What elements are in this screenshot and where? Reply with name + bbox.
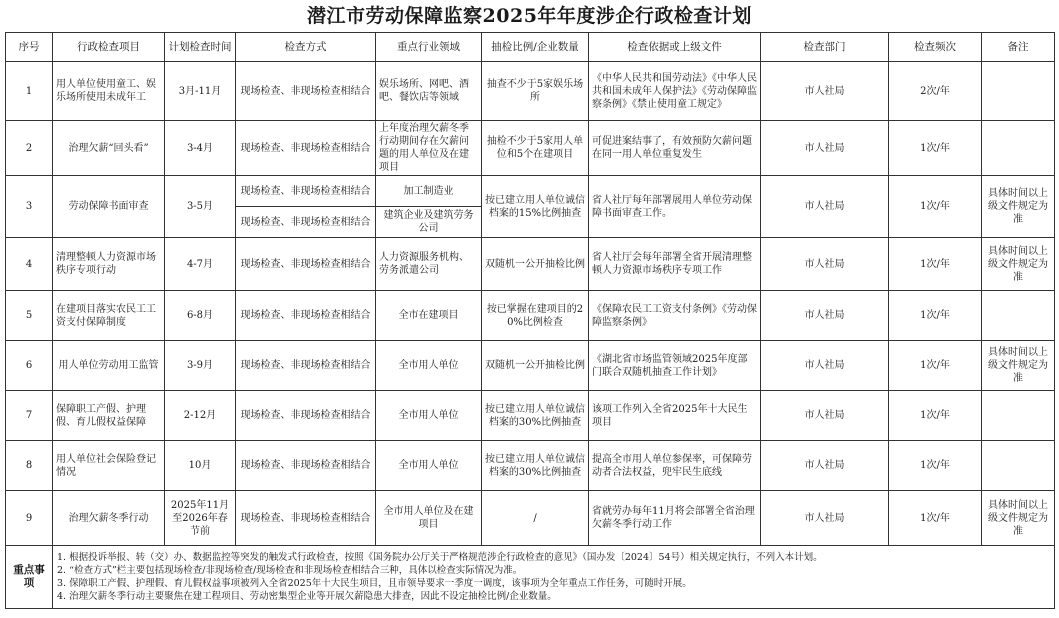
cell-freq: 1次/年	[889, 238, 982, 291]
cell-ratio: 双随机一公开抽检比例	[482, 341, 589, 391]
cell-freq: 1次/年	[889, 491, 982, 546]
cell-item: 用人单位使用童工、娱乐场所使用未成年工	[53, 62, 165, 121]
cell-time: 10月	[165, 441, 236, 491]
cell-dept: 市人社局	[761, 238, 889, 291]
header-no: 序号	[6, 33, 53, 62]
table-row	[6, 441, 1055, 491]
table-row	[6, 238, 1055, 291]
table-row	[6, 341, 1055, 391]
cell-no: 2	[6, 121, 53, 176]
header-dept: 检查部门	[761, 33, 889, 62]
cell-field: 全市用人单位及在建项目	[376, 491, 482, 546]
header-field: 重点行业领域	[376, 33, 482, 62]
cell-ratio: /	[482, 491, 589, 546]
cell-method: 现场检查、非现场检查相结合	[236, 176, 376, 207]
cell-basis: 《湖北省市场监管领域2025年度部门联合双随机抽查工作计划》	[589, 341, 761, 391]
table-row	[6, 291, 1055, 341]
cell-field: 娱乐场所、网吧、酒吧、餐饮店等领域	[376, 62, 482, 121]
table-row	[6, 62, 1055, 121]
cell-note: 具体时间以上级文件规定为准	[982, 491, 1055, 546]
cell-freq: 1次/年	[889, 121, 982, 176]
table-row	[6, 121, 1055, 176]
cell-freq: 1次/年	[889, 341, 982, 391]
cell-basis: 省就劳办每年11月将会部署全省治理欠薪冬季行动工作	[589, 491, 761, 546]
cell-dept: 市人社局	[761, 62, 889, 121]
cell-dept: 市人社局	[761, 391, 889, 441]
cell-item: 用人单位社会保险登记情况	[53, 441, 165, 491]
cell-note: 具体时间以上级文件规定为准	[982, 176, 1055, 238]
header-item: 行政检查项目	[53, 33, 165, 62]
note-line: 4. 治理欠薪冬季行动主要聚焦在建工程项目、劳动密集型企业等开展欠薪隐患大排查，因此不设定抽检比例/企业数量。	[57, 591, 557, 602]
header-time: 计划检查时间	[165, 33, 236, 62]
inspection-plan-table	[5, 32, 1055, 609]
cell-item: 保障职工产假、护理假、育儿假权益保障	[53, 391, 165, 441]
cell-field: 全市在建项目	[376, 291, 482, 341]
cell-note: 具体时间以上级文件规定为准	[982, 238, 1055, 291]
cell-basis: 《保障农民工工资支付条例》《劳动保障监察条例》	[589, 291, 761, 341]
cell-freq: 1次/年	[889, 176, 982, 238]
table-row	[6, 176, 1055, 207]
cell-ratio: 按已掌握在建项目的20%比例检查	[482, 291, 589, 341]
document-title: 潜江市劳动保障监察2025年年度涉企行政检查计划	[307, 5, 752, 27]
cell-dept: 市人社局	[761, 491, 889, 546]
cell-method: 现场检查、非现场检查相结合	[236, 491, 376, 546]
cell-method: 现场检查、非现场检查相结合	[236, 341, 376, 391]
cell-method: 现场检查、非现场检查相结合	[236, 121, 376, 176]
cell-method: 现场检查、非现场检查相结合	[236, 441, 376, 491]
cell-ratio: 双随机一公开抽检比例	[482, 238, 589, 291]
cell-field: 建筑企业及建筑劳务公司	[376, 207, 482, 238]
cell-item: 清理整顿人力资源市场秩序专项行动	[53, 238, 165, 291]
cell-ratio: 抽检不少于5家用人单位和5个在建项目	[482, 121, 589, 176]
cell-basis: 该项工作列入全省2025年十大民生项目	[589, 391, 761, 441]
cell-dept: 市人社局	[761, 121, 889, 176]
cell-no: 3	[6, 176, 53, 238]
cell-basis: 提高全市用人单位参保率，可保障劳动者合法权益，兜牢民生底线	[589, 441, 761, 491]
note-line: 2. “检查方式”栏主要包括现场检查/非现场检查/现场检查和非现场检查相结合三种，具体以检查实际情况为准。	[57, 565, 523, 576]
cell-ratio: 按已建立用人单位诚信档案的15%比例抽查	[482, 176, 589, 238]
cell-basis: 《中华人民共和国劳动法》《中华人民共和国未成年人保护法》《劳动保障监察条例》《禁止使用童工规定》	[589, 62, 761, 121]
cell-field: 加工制造业	[376, 176, 482, 207]
cell-note: 具体时间以上级文件规定为准	[982, 341, 1055, 391]
cell-method: 现场检查、非现场检查相结合	[236, 291, 376, 341]
header-ratio: 抽检比例/企业数量	[482, 33, 589, 62]
note-line: 3. 保障职工产假、护理假、育儿假权益事项被列入全省2025年十大民生项目，且市领导要求一季度一调度，该事项为全年重点工作任务，可随时开展。	[57, 578, 692, 589]
table-row	[6, 491, 1055, 546]
cell-field: 人力资源服务机构、劳务派遣公司	[376, 238, 482, 291]
cell-field: 全市用人单位	[376, 341, 482, 391]
cell-field: 上年度治理欠薪冬季行动期间存在欠薪问题的用人单位及在建项目	[376, 121, 482, 176]
cell-dept: 市人社局	[761, 441, 889, 491]
cell-basis: 可促进案结事了，有效预防欠薪问题在同一用人单位重复发生	[589, 121, 761, 176]
cell-no: 8	[6, 441, 53, 491]
cell-item: 治理欠薪“回头看”	[53, 121, 165, 176]
cell-time: 3月-11月	[165, 62, 236, 121]
header-basis: 检查依据或上级文件	[589, 33, 761, 62]
cell-basis: 省人社厅会每年部署全省开展清理整顿人力资源市场秩序专项工作	[589, 238, 761, 291]
cell-no: 9	[6, 491, 53, 546]
cell-note	[982, 62, 1055, 121]
cell-method: 现场检查、非现场检查相结合	[236, 391, 376, 441]
cell-field: 全市用人单位	[376, 391, 482, 441]
cell-item: 劳动保障书面审查	[53, 176, 165, 238]
notes-label: 重点事项	[6, 546, 53, 609]
cell-ratio: 按已建立用人单位诚信档案的30%比例抽查	[482, 441, 589, 491]
cell-method: 现场检查、非现场检查相结合	[236, 62, 376, 121]
cell-no: 6	[6, 341, 53, 391]
cell-method: 现场检查、非现场检查相结合	[236, 238, 376, 291]
cell-ratio: 按已建立用人单位诚信档案的30%比例抽查	[482, 391, 589, 441]
notes-row	[6, 546, 1055, 609]
cell-freq: 1次/年	[889, 441, 982, 491]
cell-time: 4-7月	[165, 238, 236, 291]
table-header-row	[6, 33, 1055, 62]
cell-ratio: 抽查不少于5家娱乐场所	[482, 62, 589, 121]
cell-time: 3-9月	[165, 341, 236, 391]
cell-dept: 市人社局	[761, 176, 889, 238]
cell-time: 3-5月	[165, 176, 236, 238]
header-freq: 检查频次	[889, 33, 982, 62]
header-method: 检查方式	[236, 33, 376, 62]
cell-note	[982, 441, 1055, 491]
cell-no: 5	[6, 291, 53, 341]
cell-dept: 市人社局	[761, 291, 889, 341]
cell-note	[982, 391, 1055, 441]
note-line: 1. 根据投诉举报、转（交）办、数据监控等突发的触发式行政检查，按照《国务院办公厅关于严格规范涉企行政检查的意见》（国办发〔2024〕54号）相关规定执行，不列入本计划。	[57, 552, 823, 563]
cell-freq: 2次/年	[889, 62, 982, 121]
cell-method: 现场检查、非现场检查相结合	[236, 207, 376, 238]
cell-no: 7	[6, 391, 53, 441]
cell-basis: 省人社厅每年部署展用人单位劳动保障书面审查工作。	[589, 176, 761, 238]
cell-item: 治理欠薪冬季行动	[53, 491, 165, 546]
cell-time: 2025年11月至2026年春节前	[165, 491, 236, 546]
cell-field: 全市用人单位	[376, 441, 482, 491]
table-row	[6, 391, 1055, 441]
cell-time: 3-4月	[165, 121, 236, 176]
cell-freq: 1次/年	[889, 391, 982, 441]
cell-no: 1	[6, 62, 53, 121]
cell-item: 用人单位劳动用工监管	[53, 341, 165, 391]
cell-item: 在建项目落实农民工工资支付保障制度	[53, 291, 165, 341]
cell-note	[982, 291, 1055, 341]
cell-freq: 1次/年	[889, 291, 982, 341]
cell-time: 6-8月	[165, 291, 236, 341]
cell-time: 2-12月	[165, 391, 236, 441]
notes-content	[53, 546, 1055, 609]
header-note: 备注	[982, 33, 1055, 62]
cell-dept: 市人社局	[761, 341, 889, 391]
cell-note	[982, 121, 1055, 176]
cell-no: 4	[6, 238, 53, 291]
